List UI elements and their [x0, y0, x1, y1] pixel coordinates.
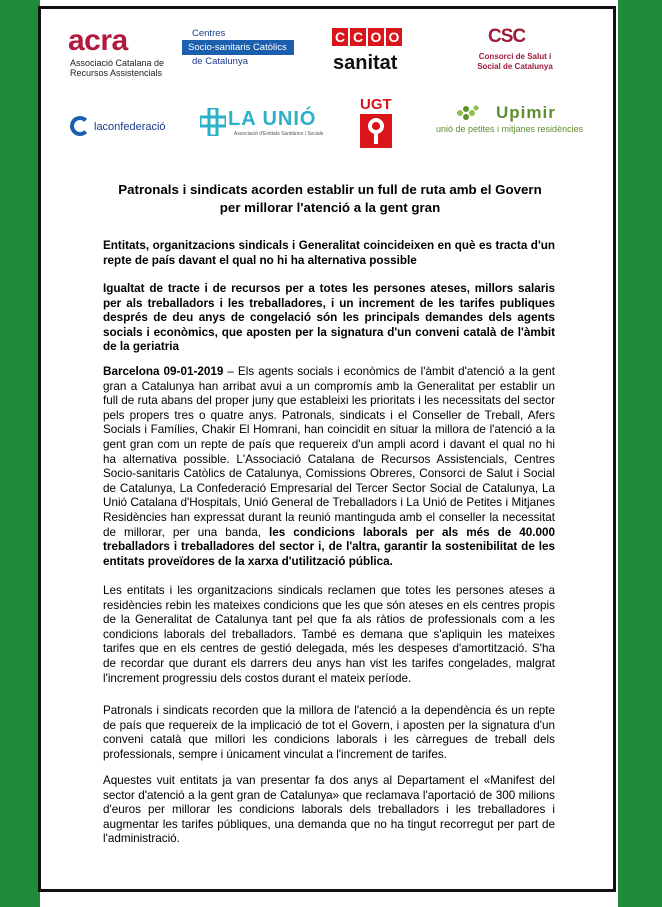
subtitle-2: Igualtat de tracte i de recursos per a totes les persones ateses, millors salaris per als treballadors i les treballadores, i un increment de les tarifes publiques després de deu anys de congelació són les principals demandes dels agents socials i econòmics, que aposten per la signatura d'un conveni català de l'àmbit de la geriatria	[103, 282, 555, 354]
right-green-border	[618, 0, 662, 907]
dateline: Barcelona 09-01-2019	[103, 365, 224, 378]
upimir-logo-subtitle: unió de petites i mitjanes residències	[436, 124, 584, 134]
upimir-dots-icon	[456, 104, 480, 122]
confederacio-logo-word: laconfederació	[94, 121, 166, 133]
ccoo-letter: C	[350, 28, 366, 46]
ugt-logo-word: UGT	[360, 96, 392, 113]
ccoo-sanitat-word: sanitat	[333, 52, 398, 74]
subtitle-1: Entitats, organitzacions sindicals i Generalitat coincideixen en què es tracta d'un repte de país davant el qual no hi ha alternativa possible	[103, 239, 555, 267]
la-unio-logo-word: LA UNIÓ	[228, 108, 317, 130]
centres-sociosanitaris-logo	[182, 28, 294, 67]
la-unio-cross-icon	[200, 108, 226, 136]
la-unio-logo-subtitle: Associació d'Entitats Sanitàries i Socials	[234, 131, 324, 137]
left-green-border	[0, 0, 40, 907]
upimir-logo-word: Upimir	[496, 103, 556, 122]
body-paragraph-4: Aquestes vuit entitats ja van presentar fa dos anys al Departament el «Manifest del sector d'atenció a la gent gran de Catalunya» que reclamava l'aportació de 300 milions d'euros per millorar les condicions laborals dels treballadors i les treballadores i augmentar les tarifes públiques, una demanda que no ha tingut recorregut per part de l'administració.	[103, 774, 555, 846]
acra-logo-subtitle: Associació Catalana de Recursos Assistencials	[70, 58, 165, 78]
ccoo-letters	[332, 28, 402, 46]
body-paragraph-2: Les entitats i les organitzacions sindicals reclamen que totes les persones ateses a residències rebin les mateixes condicions que les que són ateses en els centres propis de la Generalitat de Catalunya tant pel que fa als ràtios de professionals com a les condicions laborals del treballadors. També es demana que s'apliquin les mateixes tarifes que en els centres de gestió delegada, més les despeses d'amortització. S'ha de recordar que durant els darrers deu anys han vist les tarifes congelades, malgrat l'increment progressiu dels costos durant el mateix període.	[103, 584, 555, 685]
body-paragraph-1-text: – Els agents socials i econòmics de l'àmbit d'atenció a la gent gran a Catalunya han arribat avui a un compromís amb la Generalitat per establir un full de ruta abans del proper juny que estableixi les prioritats i les necessitats del sector pels propers tres o quatre anys. Patronals, sindicats i el Conseller de Treball, Afers Socials i Famílies, Chakir El Homrani, han coincidit en situar la millora de l'atenció a la gent gran com un repte de país que requereix d'un ampli acord i davant el qual no hi ha alternativa possible. L'Associació Catalana de Recursos Assistencials, Centres Socio-sanitaris Catòlics de Catalunya, Comissions Obreres, Consorci de Salut i Social de Catalunya, La Confederació Empresarial del Tercer Sector Social de Catalunya, La Unió Catalana d'Hospitals, Unió General de Treballadors i La Unió de Petites i Mitjanes Residències han expressat durant la reunió mantinguda amb el conseller la necessitat de millorar, per una banda,	[103, 365, 555, 539]
csc-logo-subtitle: Consorci de Salut i Social de Catalunya	[477, 52, 553, 71]
ccoo-letter: C	[332, 28, 348, 46]
centres-logo-line2: Socio-sanitaris Catòlics	[182, 40, 294, 55]
body-paragraph-3: Patronals i sindicats recorden que la millora de l'atenció a la dependència és un repte de país que requereix de la implicació de tot el Govern, i aposten per la signatura d'un conveni català que millori les condicions laborals i les càrregues de treball dels professionals, sempre i únicament vinculat a l'increment de tarifes.	[103, 704, 555, 761]
csc-logo-mark: CSC	[488, 26, 526, 47]
centres-logo-line1: Centres	[192, 28, 226, 39]
confederacio-c-icon	[70, 116, 90, 136]
ccoo-letter: O	[386, 28, 402, 46]
body-paragraph-1-bold-end: les condicions laborals per als més de 40.000 treballadors i treballadores del sector i, de l'altra, garantir la sostenibilitat de les entitats proveïdores de la xarxa d'utilització pública.	[103, 525, 555, 568]
press-release-title: Patronals i sindicats acorden establir un full de ruta amb el Govern per millorar l'atenció a la gent gran	[118, 182, 542, 215]
body-paragraph-1	[103, 365, 555, 569]
acra-logo-word: acra	[68, 24, 128, 57]
ccoo-letter: O	[368, 28, 384, 46]
centres-logo-line3: de Catalunya	[192, 56, 248, 67]
